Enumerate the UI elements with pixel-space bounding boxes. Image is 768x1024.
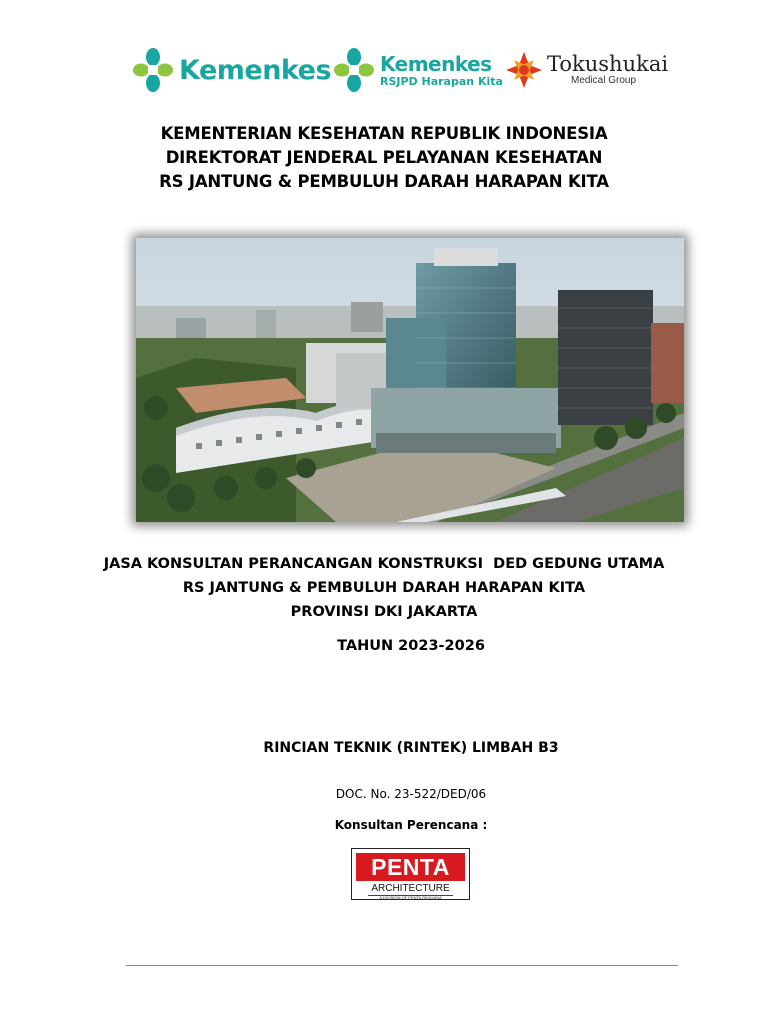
kemenkes-logo (133, 44, 331, 96)
document-title: RINCIAN TEKNIK (RINTEK) LIMBAH B3 (263, 740, 559, 756)
kemenkes-wordmark: Kemenkes (380, 51, 492, 76)
tokushukai-logo (505, 44, 668, 96)
kemenkes-rsjpd-logo (334, 44, 503, 96)
project-line-service: JASA KONSULTAN PERANCANGAN KONSTRUKSI DED GEDUNG UTAMA (103, 556, 665, 572)
project-line-hospital: RS JANTUNG & PEMBULUH DARAH HARAPAN KITA (182, 580, 586, 596)
rsjpd-subtitle: RSJPD Harapan Kita (380, 74, 503, 88)
consultant-label: Konsultan Perencana : (334, 818, 488, 832)
penta-architecture-logo (351, 848, 470, 900)
tokushukai-wordmark: Tokushukai (547, 52, 669, 76)
ministry-header (0, 122, 768, 194)
header-line-directorate: DIREKTORAT JENDERAL PELAYANAN KESEHATAN (165, 148, 603, 167)
document-number: DOC. No. 23-522/DED/06 (335, 787, 487, 801)
tokushukai-sun-icon (505, 51, 543, 89)
kemenkes-wordmark: Kemenkes (179, 54, 332, 86)
kemenkes-flower-icon (133, 48, 173, 92)
project-title (0, 552, 768, 624)
logo-row (0, 44, 768, 96)
header-line-ministry: KEMENTERIAN KESEHATAN REPUBLIK INDONESIA (160, 124, 608, 143)
penta-tagline: A DIVISION OF PENTA RIKAYASA (379, 895, 442, 900)
penta-subtitle: ARCHITECTURE (371, 883, 450, 894)
footer-divider (126, 965, 678, 966)
project-line-province: PROVINSI DKI JAKARTA (290, 604, 478, 620)
kemenkes-flower-icon (334, 48, 374, 92)
building-rendering-image (136, 238, 684, 522)
penta-wordmark: PENTA (356, 853, 465, 881)
tokushukai-subtitle: Medical Group (571, 75, 637, 86)
project-year: TAHUN 2023-2026 (337, 638, 485, 654)
header-line-hospital: RS JANTUNG & PEMBULUH DARAH HARAPAN KITA (159, 172, 609, 191)
